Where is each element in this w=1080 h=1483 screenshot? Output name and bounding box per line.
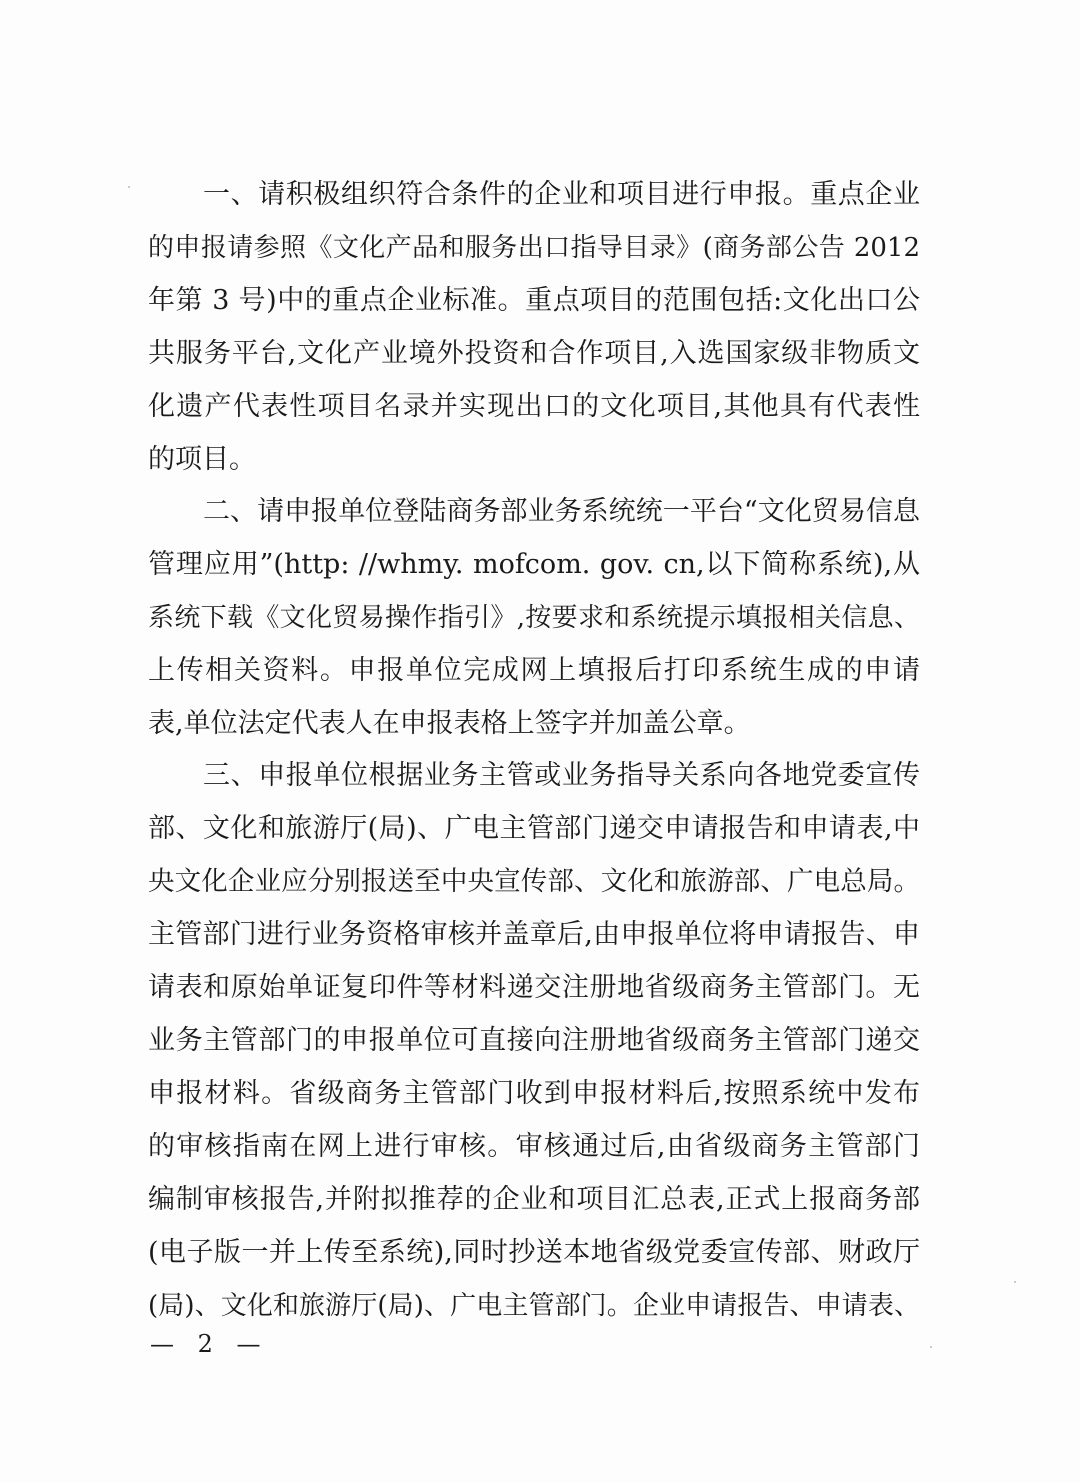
- paragraph-1-line-6: 的项目。: [148, 444, 256, 475]
- scan-speck: [930, 1346, 932, 1348]
- paragraph-2-line-5: 表,单位法定代表人在申报表格上签字并加盖公章。: [148, 708, 751, 739]
- paragraph-1-line-3: 年第 3 号)中的重点企业标准。重点项目的范围包括:文化出口公: [148, 285, 920, 316]
- paragraph-2-line-4: 上传相关资料。申报单位完成网上填报后打印系统生成的申请: [148, 655, 920, 686]
- paragraph-1-line-5: 化遗产代表性项目名录并实现出口的文化项目,其他具有代表性: [148, 391, 920, 422]
- paragraph-3-line-9: 编制审核报告,并附拟推荐的企业和项目汇总表,正式上报商务部: [148, 1184, 920, 1215]
- paragraph-3-line-1: 三、申报单位根据业务主管或业务指导关系向各地党委宣传: [203, 760, 920, 791]
- paragraph-3-line-11: (局)、文化和旅游厅(局)、广电主管部门。企业申请报告、申请表、: [148, 1291, 920, 1321]
- paragraph-3-line-8: 的审核指南在网上进行审核。审核通过后,由省级商务主管部门: [148, 1131, 920, 1162]
- scan-speck: [128, 186, 130, 188]
- paragraph-3-line-2: 部、文化和旅游厅(局)、广电主管部门递交申请报告和申请表,中: [148, 813, 920, 844]
- paragraph-3-line-6: 业务主管部门的申报单位可直接向注册地省级商务主管部门递交: [148, 1025, 920, 1056]
- paragraph-2-line-2: 管理应用”(http: //whmy. mofcom. gov. cn,以下简称系统),从: [148, 549, 920, 580]
- paragraph-1-line-2: 的申报请参照《文化产品和服务出口指导目录》(商务部公告 2012: [148, 233, 920, 263]
- paragraph-2-line-3: 系统下载《文化贸易操作指引》,按要求和系统提示填报相关信息、: [148, 603, 920, 633]
- page-number: — 2 —: [150, 1330, 269, 1358]
- paragraph-1-line-1: 一、请积极组织符合条件的企业和项目进行申报。重点企业: [203, 179, 920, 210]
- paragraph-1-line-4: 共服务平台,文化产业境外投资和合作项目,入选国家级非物质文: [148, 338, 920, 369]
- paragraph-3-line-5: 请表和原始单证复印件等材料递交注册地省级商务主管部门。无: [148, 972, 920, 1003]
- paragraph-3-line-10: (电子版一并上传至系统),同时抄送本地省级党委宣传部、财政厅: [148, 1237, 920, 1268]
- paragraph-3-line-7: 申报材料。省级商务主管部门收到申报材料后,按照系统中发布: [148, 1078, 920, 1109]
- paragraph-3-line-4: 主管部门进行业务资格审核并盖章后,由申报单位将申请报告、申: [148, 919, 920, 950]
- scan-speck: [1014, 1281, 1016, 1283]
- paragraph-3-line-3: 央文化企业应分别报送至中央宣传部、文化和旅游部、广电总局。: [148, 866, 920, 897]
- paragraph-2-line-1: 二、请申报单位登陆商务部业务系统统一平台“文化贸易信息: [203, 496, 920, 527]
